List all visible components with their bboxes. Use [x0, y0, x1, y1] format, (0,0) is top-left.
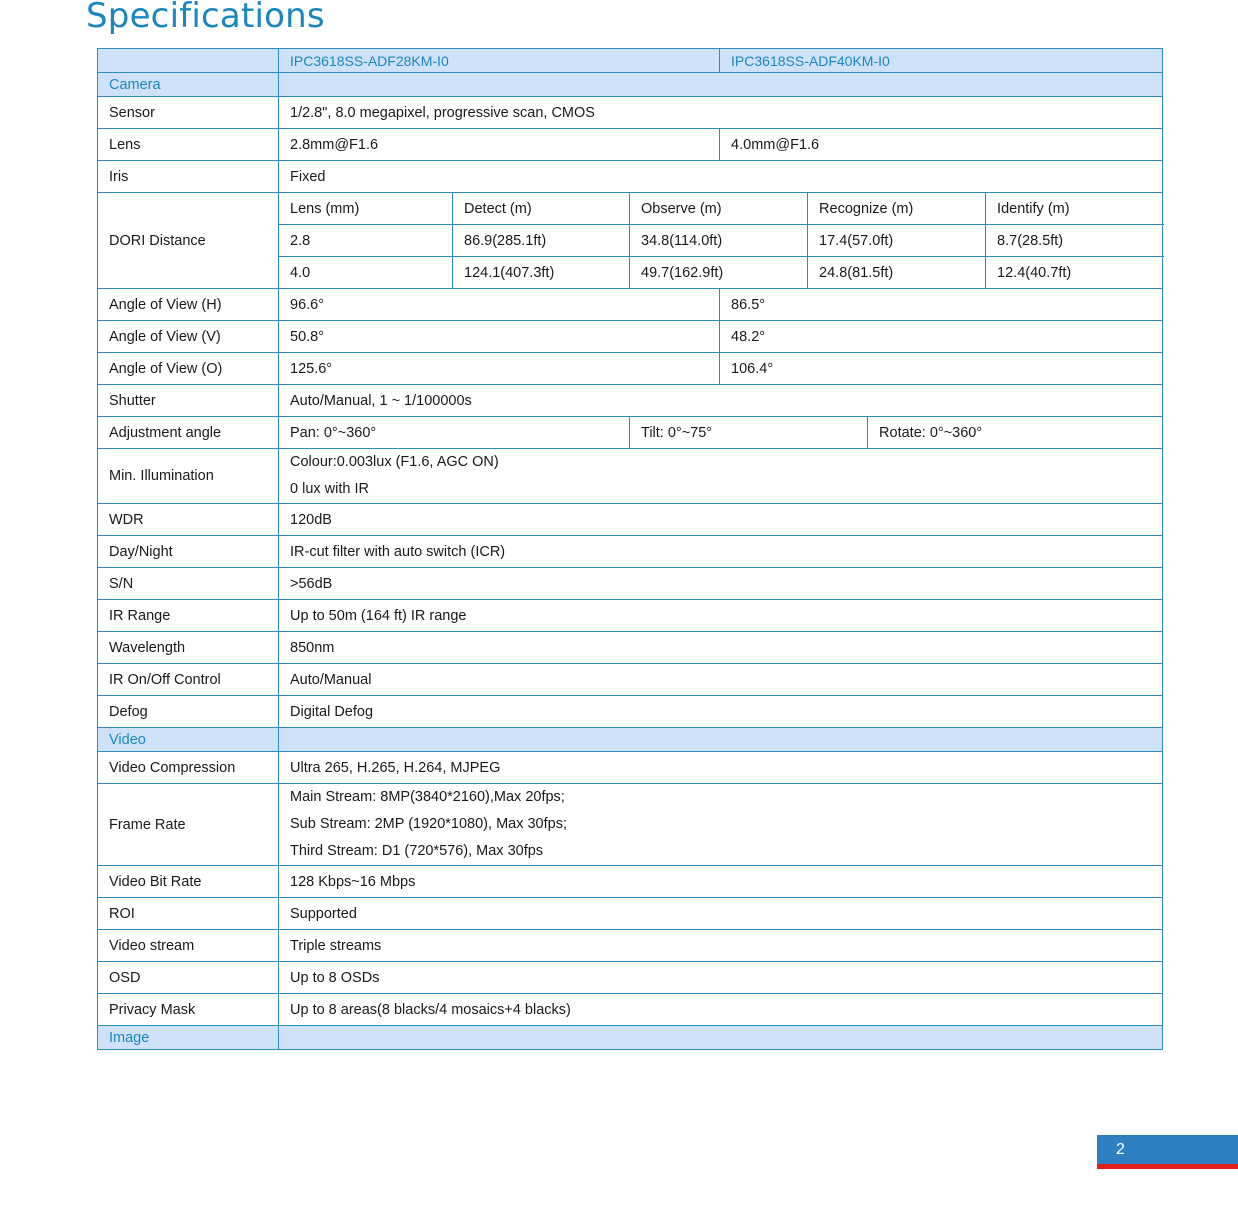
table-row [98, 664, 1163, 696]
dori-header: Identify (m) [986, 193, 1163, 225]
spec-value: Up to 50m (164 ft) IR range [279, 600, 1163, 632]
spec-value: 2.8mm@F1.6 [279, 129, 720, 161]
spec-value: Supported [279, 898, 1163, 930]
spec-value: Triple streams [279, 930, 1163, 962]
dori-header: Observe (m) [630, 193, 808, 225]
page-number-badge [1097, 1135, 1238, 1169]
spec-label: Video stream [98, 930, 279, 962]
table-row [98, 504, 1163, 536]
dori-cell: 124.1(407.3ft) [453, 257, 630, 289]
table-row [98, 161, 1163, 193]
spec-value: Digital Defog [279, 696, 1163, 728]
table-row [98, 600, 1163, 632]
model-header-row [98, 49, 1163, 73]
spec-value: 128 Kbps~16 Mbps [279, 866, 1163, 898]
table-row [98, 536, 1163, 568]
table-row [98, 449, 1163, 504]
spec-value: 850nm [279, 632, 1163, 664]
spec-label: Adjustment angle [98, 417, 279, 449]
spec-label: ROI [98, 898, 279, 930]
spec-label: Angle of View (O) [98, 353, 279, 385]
spec-line: 0 lux with IR [290, 481, 369, 497]
spec-label: Privacy Mask [98, 994, 279, 1026]
spec-value: 120dB [279, 504, 1163, 536]
table-row [98, 321, 1163, 353]
spec-line: Colour:0.003lux (F1.6, AGC ON) [290, 454, 499, 470]
page-number: 2 [1116, 1141, 1125, 1158]
table-row [98, 417, 1163, 449]
spec-label: IR On/Off Control [98, 664, 279, 696]
spec-label: Angle of View (V) [98, 321, 279, 353]
table-row [98, 289, 1163, 321]
spec-value: >56dB [279, 568, 1163, 600]
dori-header-row [98, 193, 1163, 225]
spec-label: IR Range [98, 600, 279, 632]
spec-value [279, 449, 1163, 504]
spec-value-pan: Pan: 0°~360° [279, 417, 630, 449]
spec-value-rotate: Rotate: 0°~360° [868, 417, 1163, 449]
section-image [98, 1026, 1163, 1050]
spec-value-tilt: Tilt: 0°~75° [630, 417, 868, 449]
table-row [98, 994, 1163, 1026]
spec-value: 48.2° [720, 321, 1163, 353]
spec-value: 86.5° [720, 289, 1163, 321]
model-header-blank [98, 49, 279, 73]
spec-label: WDR [98, 504, 279, 536]
spec-label: OSD [98, 962, 279, 994]
spec-value: Up to 8 areas(8 blacks/4 mosaics+4 blacks) [279, 994, 1163, 1026]
spec-value: 96.6° [279, 289, 720, 321]
model-b-name: IPC3618SS-ADF40KM-I0 [720, 49, 1163, 73]
section-label: Camera [98, 73, 279, 97]
table-row [98, 568, 1163, 600]
spec-label: S/N [98, 568, 279, 600]
dori-cell: 86.9(285.1ft) [453, 225, 630, 257]
section-label: Image [98, 1026, 279, 1050]
spec-value: 106.4° [720, 353, 1163, 385]
spec-line: Main Stream: 8MP(3840*2160),Max 20fps; [290, 789, 565, 805]
spec-label: Video Compression [98, 752, 279, 784]
section-video [98, 728, 1163, 752]
spec-label: Day/Night [98, 536, 279, 568]
spec-value: IR-cut filter with auto switch (ICR) [279, 536, 1163, 568]
spec-line: Third Stream: D1 (720*576), Max 30fps [290, 843, 544, 859]
spec-label: Video Bit Rate [98, 866, 279, 898]
spec-label: DORI Distance [98, 193, 279, 289]
spec-label: Angle of View (H) [98, 289, 279, 321]
spec-value: 125.6° [279, 353, 720, 385]
spec-label: Wavelength [98, 632, 279, 664]
table-row [98, 129, 1163, 161]
table-row [98, 752, 1163, 784]
table-row [98, 696, 1163, 728]
table-row [98, 784, 1163, 866]
table-row [98, 97, 1163, 129]
spec-value: 1/2.8", 8.0 megapixel, progressive scan, CMOS [279, 97, 1163, 129]
spec-label: Defog [98, 696, 279, 728]
spec-label: Lens [98, 129, 279, 161]
spec-value [279, 784, 1163, 866]
table-row [98, 898, 1163, 930]
dori-header: Recognize (m) [808, 193, 986, 225]
spec-value: 4.0mm@F1.6 [720, 129, 1163, 161]
dori-cell: 8.7(28.5ft) [986, 225, 1163, 257]
spec-value: Ultra 265, H.265, H.264, MJPEG [279, 752, 1163, 784]
dori-cell: 2.8 [279, 225, 453, 257]
spec-value: Auto/Manual, 1 ~ 1/100000s [279, 385, 1163, 417]
spec-value: Fixed [279, 161, 1163, 193]
section-camera [98, 73, 1163, 97]
spec-value: 50.8° [279, 321, 720, 353]
dori-cell: 12.4(40.7ft) [986, 257, 1163, 289]
dori-cell: 17.4(57.0ft) [808, 225, 986, 257]
table-row [98, 353, 1163, 385]
dori-header: Lens (mm) [279, 193, 453, 225]
dori-cell: 34.8(114.0ft) [630, 225, 808, 257]
dori-cell: 49.7(162.9ft) [630, 257, 808, 289]
model-a-name: IPC3618SS-ADF28KM-I0 [279, 49, 720, 73]
section-label: Video [98, 728, 279, 752]
table-row [98, 632, 1163, 664]
table-row [98, 385, 1163, 417]
spec-label: Frame Rate [98, 784, 279, 866]
spec-label: Shutter [98, 385, 279, 417]
dori-cell: 24.8(81.5ft) [808, 257, 986, 289]
table-row [98, 866, 1163, 898]
spec-table [97, 48, 1163, 1050]
spec-label: Sensor [98, 97, 279, 129]
table-row [98, 962, 1163, 994]
table-row [98, 930, 1163, 962]
page-title: Specifications [86, 0, 325, 36]
spec-value: Auto/Manual [279, 664, 1163, 696]
spec-line: Sub Stream: 2MP (1920*1080), Max 30fps; [290, 816, 567, 832]
dori-cell: 4.0 [279, 257, 453, 289]
dori-header: Detect (m) [453, 193, 630, 225]
spec-label: Min. Illumination [98, 449, 279, 504]
spec-value: Up to 8 OSDs [279, 962, 1163, 994]
spec-label: Iris [98, 161, 279, 193]
